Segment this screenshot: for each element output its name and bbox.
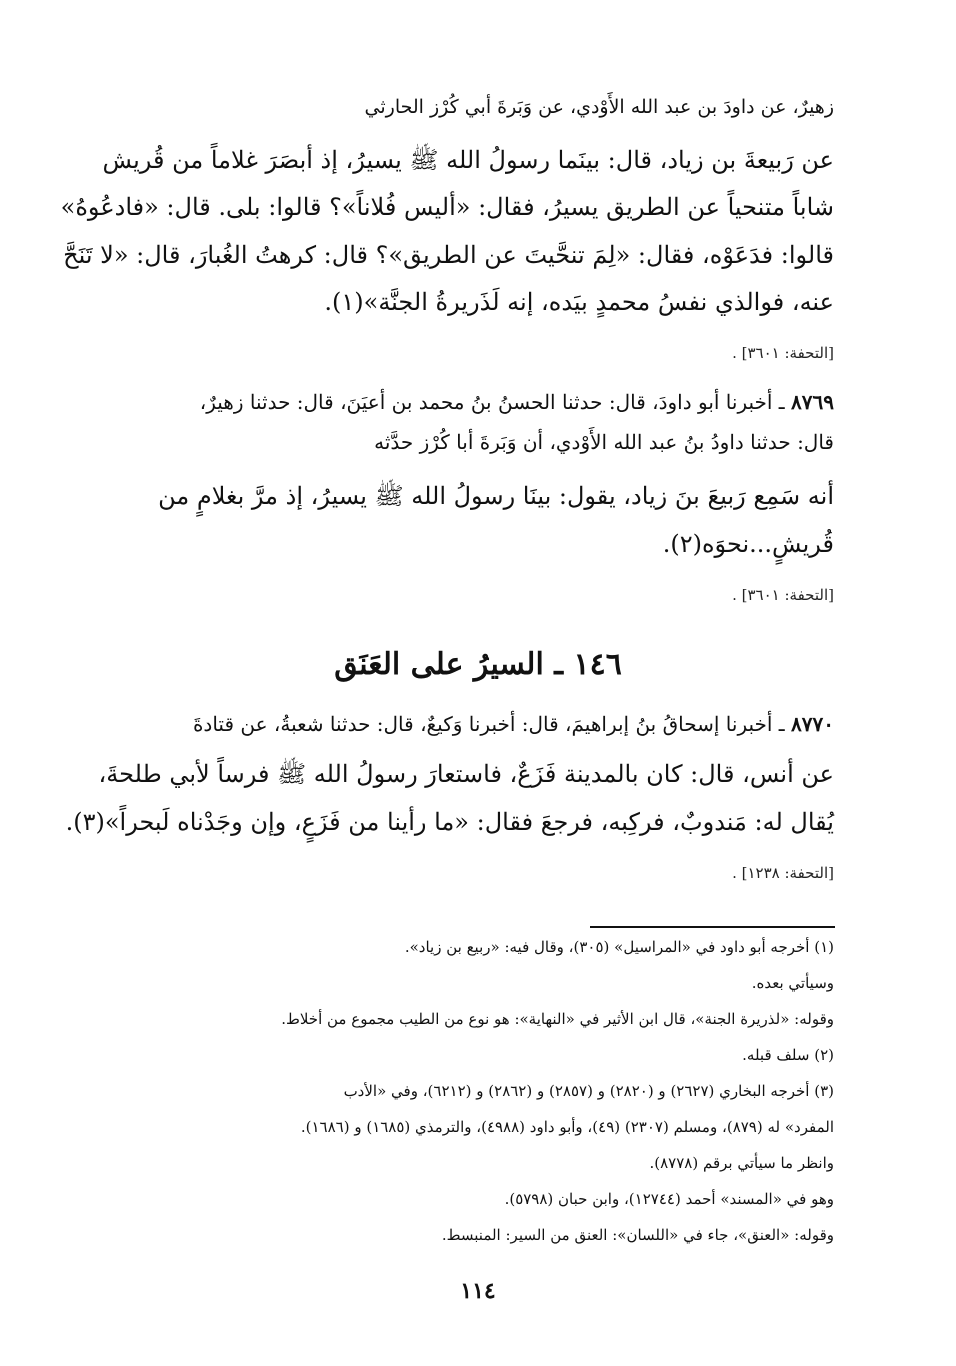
footnote-line: المفرد» له (٨٧٩)، ومسلم (٢٣٠٧) (٤٩)، وأبو داود (٤٩٨٨)، والترمذي (١٦٨٥) و (١٦٨٦).: [300, 1118, 834, 1136]
hadith-text: ـ أخبرنا أبو داودَ، قال: حدثنا الحسنُ بنُ محمد بن أعيَنَ، قال: حدثنا زهيرٌ،: [199, 390, 785, 414]
text-line: عن أنس، قال: كان بالمدينة فَزَعٌ، فاستعارَ رسولُ الله ﷺ فرساً لأبي طلحةَ،: [98, 760, 834, 788]
text-line: عن رَبيعةَ بن زياد، قال: بينَما رسولُ الله ﷺ يسيرُ، إذ أبصَرَ غلاماً من قُريش: [102, 146, 834, 174]
chapter-heading: ١٤٦ ـ السيرُ على العَنَق: [334, 647, 622, 682]
text-line: قال: حدثنا داودُ بنُ عبد الله الأَوْدي، أن وَبَرةَ أبا كُرْز حدَّثه: [374, 430, 834, 454]
page-number: ١١٤: [460, 1278, 496, 1304]
hadith-text: ـ أخبرنا إسحاقُ بنُ إبراهيمَ، قال: أخبرنا وَكيعٌ، قال: حدثنا شعبةُ، عن قتادةَ: [192, 712, 785, 736]
footnote-line: وانظر ما سيأتي برقم (٨٧٧٨).: [649, 1154, 834, 1172]
tuhfa-reference: [التحفة: ١٢٣٨] .: [732, 864, 834, 882]
tuhfa-reference: [التحفة: ٣٦٠١] .: [732, 586, 834, 604]
text-line: أنه سَمِع رَبيعَ بنَ زياد، يقول: بينَا رسولُ الله ﷺ يسيرُ، إذ مرَّ بغلامٍ من: [158, 482, 834, 510]
footnote-line: وهو في «المسند» أحمد (١٢٧٤٤)، وابن حبان (٥٧٩٨).: [504, 1190, 834, 1208]
tuhfa-reference: [التحفة: ٣٦٠١] .: [732, 344, 834, 362]
footnote-line: (١) أخرجه أبو داود في «المراسيل» (٣٠٥)، وقال فيه: «ربيع بن زياد».: [404, 938, 834, 956]
text-line: قالوا: فدَعَوْه، فقال: «لِمَ تنحَّيتَ عن الطريق»؟ قال: كرهتُ الغُبارَ، قال: «لا تَنَحَّ: [63, 241, 834, 269]
text-line: يُقال له: مَندوبٌ، فركِبه، فرجعَ فقال: «ما رأينا من فَزَعٍ، وإن وجَدْناه لَبحراً»(٣).: [65, 808, 834, 836]
hadith-first-line: [193, 714, 834, 734]
footnote-line: وسيأتي بعده.: [751, 974, 834, 992]
text-line: شاباً متنحياً عن الطريق يسيرُ، فقال: «أليس فُلاناً»؟ قالوا: بلى. قال: «فادعُوهُ»: [60, 193, 834, 221]
footnote-separator: [590, 926, 835, 928]
text-line: قُريشٍ...نحوَه(٢).: [662, 530, 834, 558]
hadith-number: ٨٧٧٠: [791, 712, 834, 736]
text-line: عنه، فوالذي نفسُ محمدٍ بيَده، إنه لَذَريرةُ الجنَّة»(١).: [324, 288, 834, 316]
footnote-line: (٣) أخرجه البخاري (٢٦٢٧) و (٢٨٢٠) و (٢٨٥٧) و (٢٨٦٢) و (٦٢١٢)، وفي «الأدب: [343, 1082, 834, 1100]
footnote-line: وقوله: «لذريرة الجنة»، قال ابن الأثير في «النهاية»: هو نوع من الطيب مجموع من أخلاط.: [281, 1010, 834, 1028]
hadith-first-line: [200, 392, 834, 412]
footnote-line: وقوله: «العنق»، جاء في «اللسان»: العنق من السير: المنبسط.: [441, 1226, 834, 1244]
hadith-number: ٨٧٦٩: [791, 390, 834, 414]
text-line: زهيرٌ، عن داودَ بن عبد الله الأَوْدي، عن وَبَرةَ أبي كُرْز الحارثي: [364, 96, 834, 118]
footnote-line: (٢) سلف قبله.: [742, 1046, 834, 1064]
